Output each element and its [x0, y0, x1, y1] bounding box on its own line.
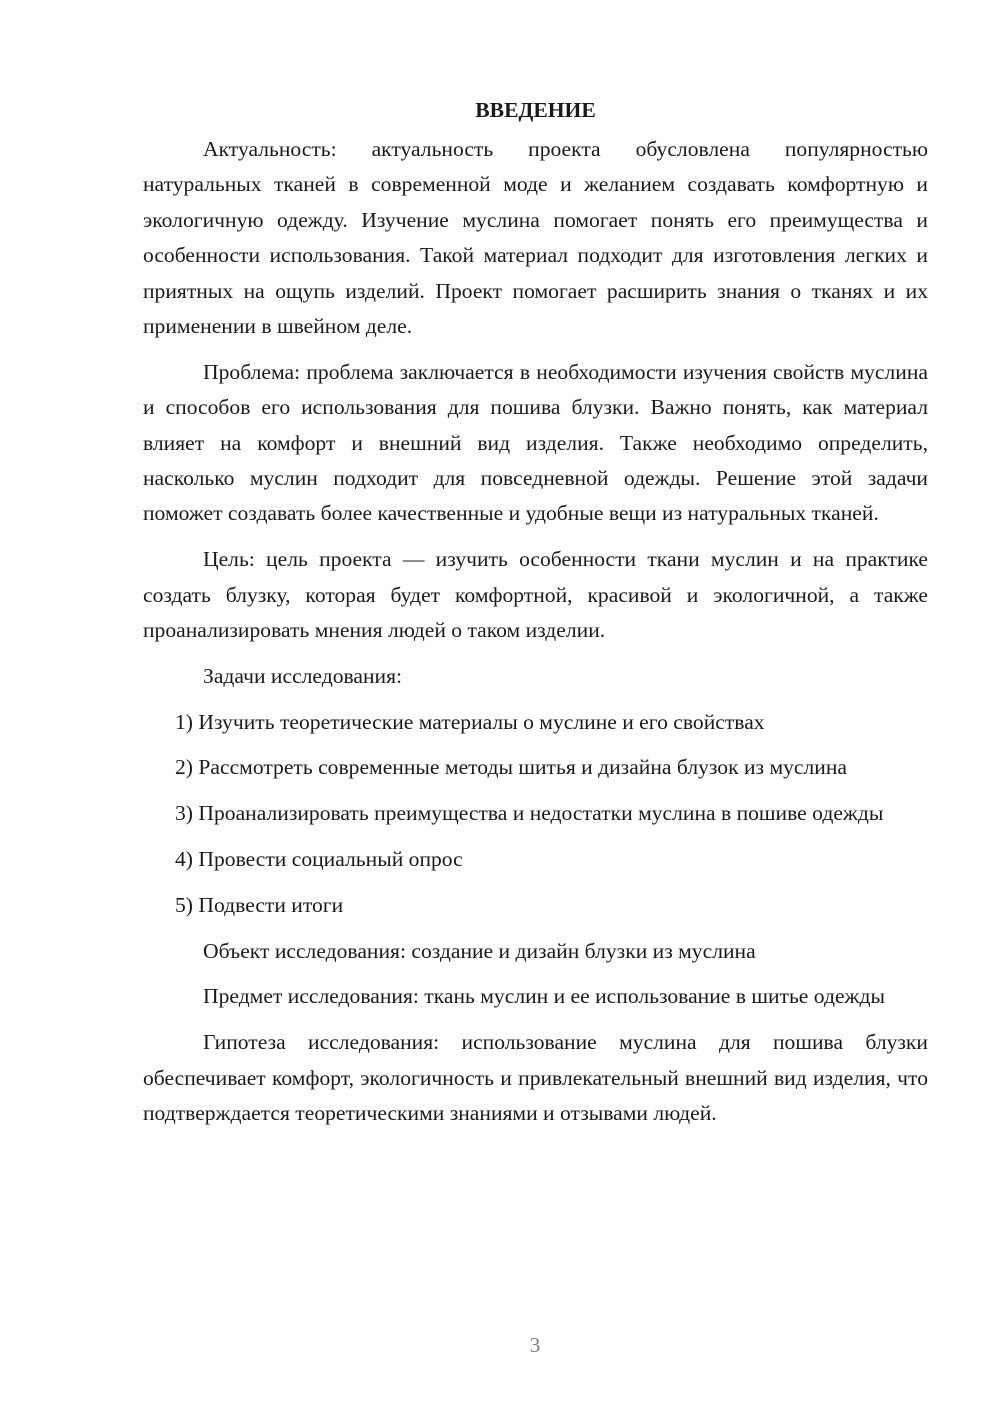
relevance-paragraph: Актуальность: актуальность проекта обусловлена популярностью натуральных тканей в современной моде и желанием создавать комфортную и экологичную одежду. Изучение муслина помогает понять его преимущества и особенности использования. Такой материал подходит для изготовления легких и приятных на ощупь изделий. Проект помогает расширить знания о тканях и их применении в швейном деле. [143, 137, 928, 339]
section-heading: ВВЕДЕНИЕ [475, 98, 596, 122]
tasks-title: Задачи исследования: [203, 663, 403, 688]
object-paragraph: Объект исследования: создание и дизайн блузки из муслина [203, 938, 756, 963]
problem-paragraph: Проблема: проблема заключается в необходимости изучения свойств муслина и способов его использования для пошива блузки. Важно понять, как материал влияет на комфорт и внешний вид изделия. Также необходимо определить, насколько муслин подходит для повседневной одежды. Решение этой задачи поможет создавать более качественные и удобные вещи из натуральных тканей. [143, 359, 928, 526]
task-item-1: 1) Изучить теоретические материалы о муслине и его свойствах [175, 709, 765, 734]
subject-paragraph: Предмет исследования: ткань муслин и ее использование в шитье одежды [203, 984, 885, 1009]
task-item-5: 5) Подвести итоги [175, 892, 344, 917]
document-page [143, 92, 928, 1142]
task-item-4: 4) Провести социальный опрос [175, 847, 463, 872]
task-item-2: 2) Рассмотреть современные методы шитья и дизайна блузок из муслина [175, 755, 847, 780]
task-item-3: 3) Проанализировать преимущества и недостатки муслина в пошиве одежды [175, 801, 884, 826]
page-number: 3 [529, 1333, 541, 1357]
goal-paragraph: Цель: цель проекта — изучить особенности ткани муслин и на практике создать блузку, которая будет комфортной, красивой и экологичной, а также проанализировать мнения людей о таком изделии. [143, 547, 928, 643]
hypothesis-paragraph: Гипотеза исследования: использование муслина для пошива блузки обеспечивает комфорт, экологичность и привлекательный внешний вид изделия, что подтверждается теоретическими знаниями и отзывами людей. [143, 1030, 928, 1126]
